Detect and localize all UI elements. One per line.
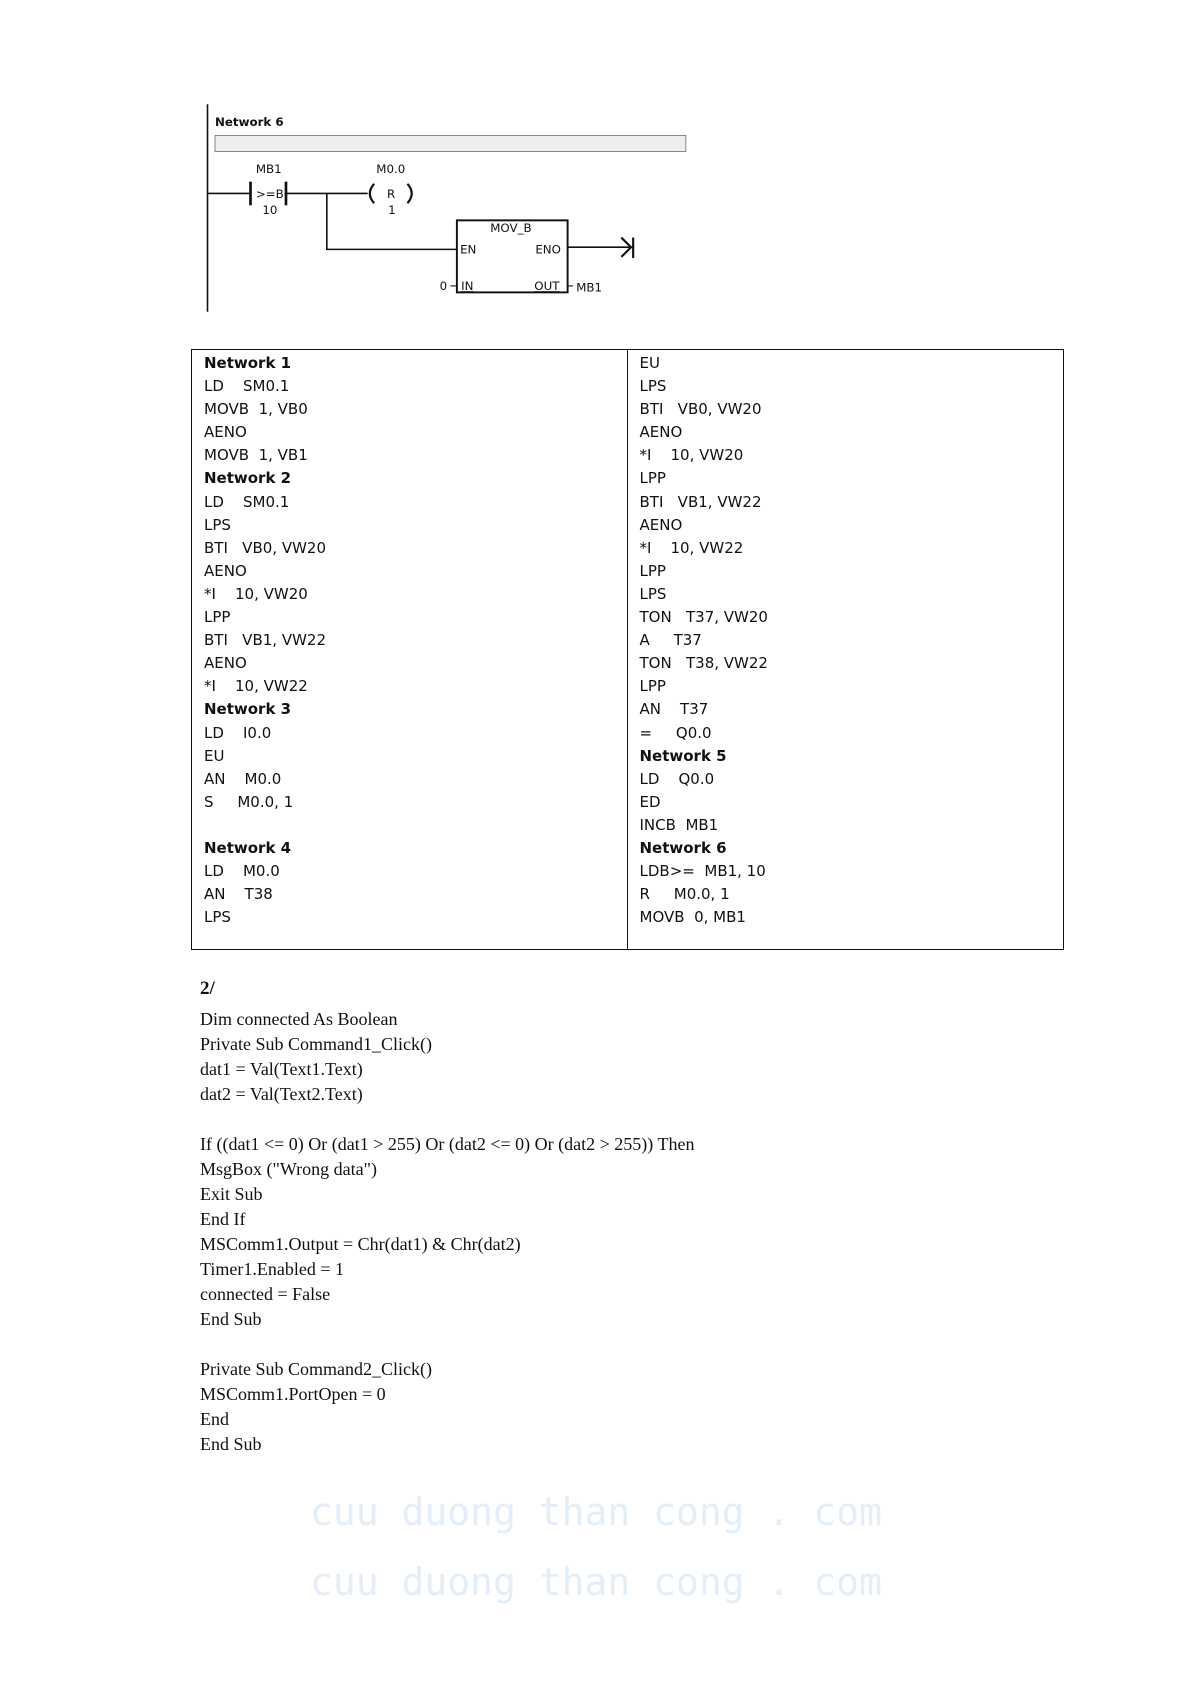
code-line: MsgBox ("Wrong data") [200,1159,377,1179]
stl-instruction: AENO [639,515,683,534]
stl-instruction: AN M0.0 [204,769,282,788]
stl-instruction: *I 10, VW20 [639,446,744,465]
code-line: End [200,1409,229,1429]
stl-instruction: INCB MB1 [639,815,719,834]
stl-instruction: LD SM0.1 [204,377,290,396]
stl-instruction: LD Q0.0 [639,769,715,788]
stl-instruction: = Q0.0 [639,723,712,742]
ladder-diagram [0,0,1194,320]
stl-instruction: LPP [639,561,666,580]
stl-instruction: TON T37, VW20 [639,608,768,627]
stl-instruction: LD I0.0 [204,723,272,742]
stl-instruction: R M0.0, 1 [639,885,730,904]
stl-instruction: AN T37 [639,700,709,719]
stl-instruction: S M0.0, 1 [204,792,294,811]
network-comment-box [215,135,686,151]
svg-text:MB1: MB1 [576,280,603,295]
svg-text:10: 10 [262,202,278,217]
svg-text:R: R [387,186,396,201]
stl-instruction: BTI VB0, VW20 [204,538,326,557]
stl-instruction: LD SM0.1 [204,492,290,511]
stl-instruction: LD M0.0 [204,862,280,881]
section-heading: 2/ [200,978,215,999]
mov-b-box [440,220,602,294]
network-heading: Network 4 [204,838,292,857]
stl-instruction: MOVB 1, VB1 [204,446,308,465]
stl-column-right [628,350,1064,949]
output-arrow-icon [568,238,634,258]
stl-instruction: *I 10, VW22 [639,538,744,557]
stl-instruction: BTI VB0, VW20 [639,400,762,419]
stl-code-table [191,349,1064,950]
network-heading: Network 1 [204,354,292,372]
stl-instruction: BTI VB1, VW22 [639,492,762,511]
stl-column-left [192,350,628,949]
stl-instruction: EU [639,354,660,372]
svg-text:>=B: >=B [255,186,284,201]
svg-text:MOV_B: MOV_B [490,221,532,236]
code-line: Dim connected As Boolean [200,1009,398,1029]
stl-instruction: LPP [204,608,231,627]
code-line: Exit Sub [200,1184,263,1204]
code-line: End Sub [200,1309,262,1329]
stl-instruction: LDB>= MB1, 10 [639,862,766,881]
watermark: cuu duong than cong . com [310,1560,882,1604]
code-line: Private Sub Command1_Click() [200,1034,432,1054]
stl-instruction: LPP [639,677,666,696]
stl-instruction [204,814,615,837]
stl-instruction: BTI VB1, VW22 [204,631,326,650]
stl-instruction: AN T38 [204,885,273,904]
stl-instruction: EU [204,746,225,765]
stl-instruction: ED [639,792,661,811]
stl-instruction: *I 10, VW22 [204,677,308,696]
network-heading: Network 3 [204,700,292,719]
stl-instruction: TON T38, VW22 [639,654,768,673]
code-line: MSComm1.Output = Chr(dat1) & Chr(dat2) [200,1234,521,1254]
stl-instruction: AENO [204,561,247,580]
stl-instruction: LPS [639,584,667,603]
stl-instruction: LPP [639,469,666,488]
vb-code-section [200,976,694,1457]
stl-instruction: *I 10, VW20 [204,584,308,603]
code-line: MSComm1.PortOpen = 0 [200,1384,386,1404]
code-line [200,1107,694,1132]
svg-text:1: 1 [388,202,396,217]
svg-text:MB1: MB1 [255,162,282,177]
code-line: End Sub [200,1434,262,1454]
svg-text:OUT: OUT [534,279,560,294]
reset-coil [370,162,412,217]
code-line: dat1 = Val(Text1.Text) [200,1059,363,1079]
svg-text:ENO: ENO [535,242,561,257]
stl-instruction: LPS [639,377,667,396]
stl-instruction: A T37 [639,631,702,650]
stl-instruction: AENO [204,423,247,442]
network-heading: Network 2 [204,469,292,488]
svg-text:M0.0: M0.0 [376,162,406,177]
code-line: Private Sub Command2_Click() [200,1359,432,1379]
svg-text:IN: IN [461,279,474,294]
compare-contact [251,162,286,217]
network-heading: Network 5 [639,746,727,765]
network-title: Network 6 [215,114,284,129]
code-line: If ((dat1 <= 0) Or (dat1 > 255) Or (dat2 <= 0) Or (dat2 > 255)) Then [200,1134,695,1154]
svg-text:EN: EN [460,242,477,257]
stl-instruction: LPS [204,515,231,534]
watermark: cuu duong than cong . com [310,1490,882,1534]
code-line [200,1332,694,1357]
code-line: dat2 = Val(Text2.Text) [200,1084,363,1104]
code-line: End If [200,1209,246,1229]
stl-instruction: LPS [204,908,231,927]
branch-wire [327,193,457,249]
network-heading: Network 6 [639,838,727,857]
stl-instruction: MOVB 1, VB0 [204,400,308,419]
stl-instruction: MOVB 0, MB1 [639,908,746,927]
svg-text:0: 0 [439,279,448,294]
code-line: connected = False [200,1284,331,1304]
stl-instruction: AENO [639,423,683,442]
stl-instruction: AENO [204,654,247,673]
code-line: Timer1.Enabled = 1 [200,1259,344,1279]
